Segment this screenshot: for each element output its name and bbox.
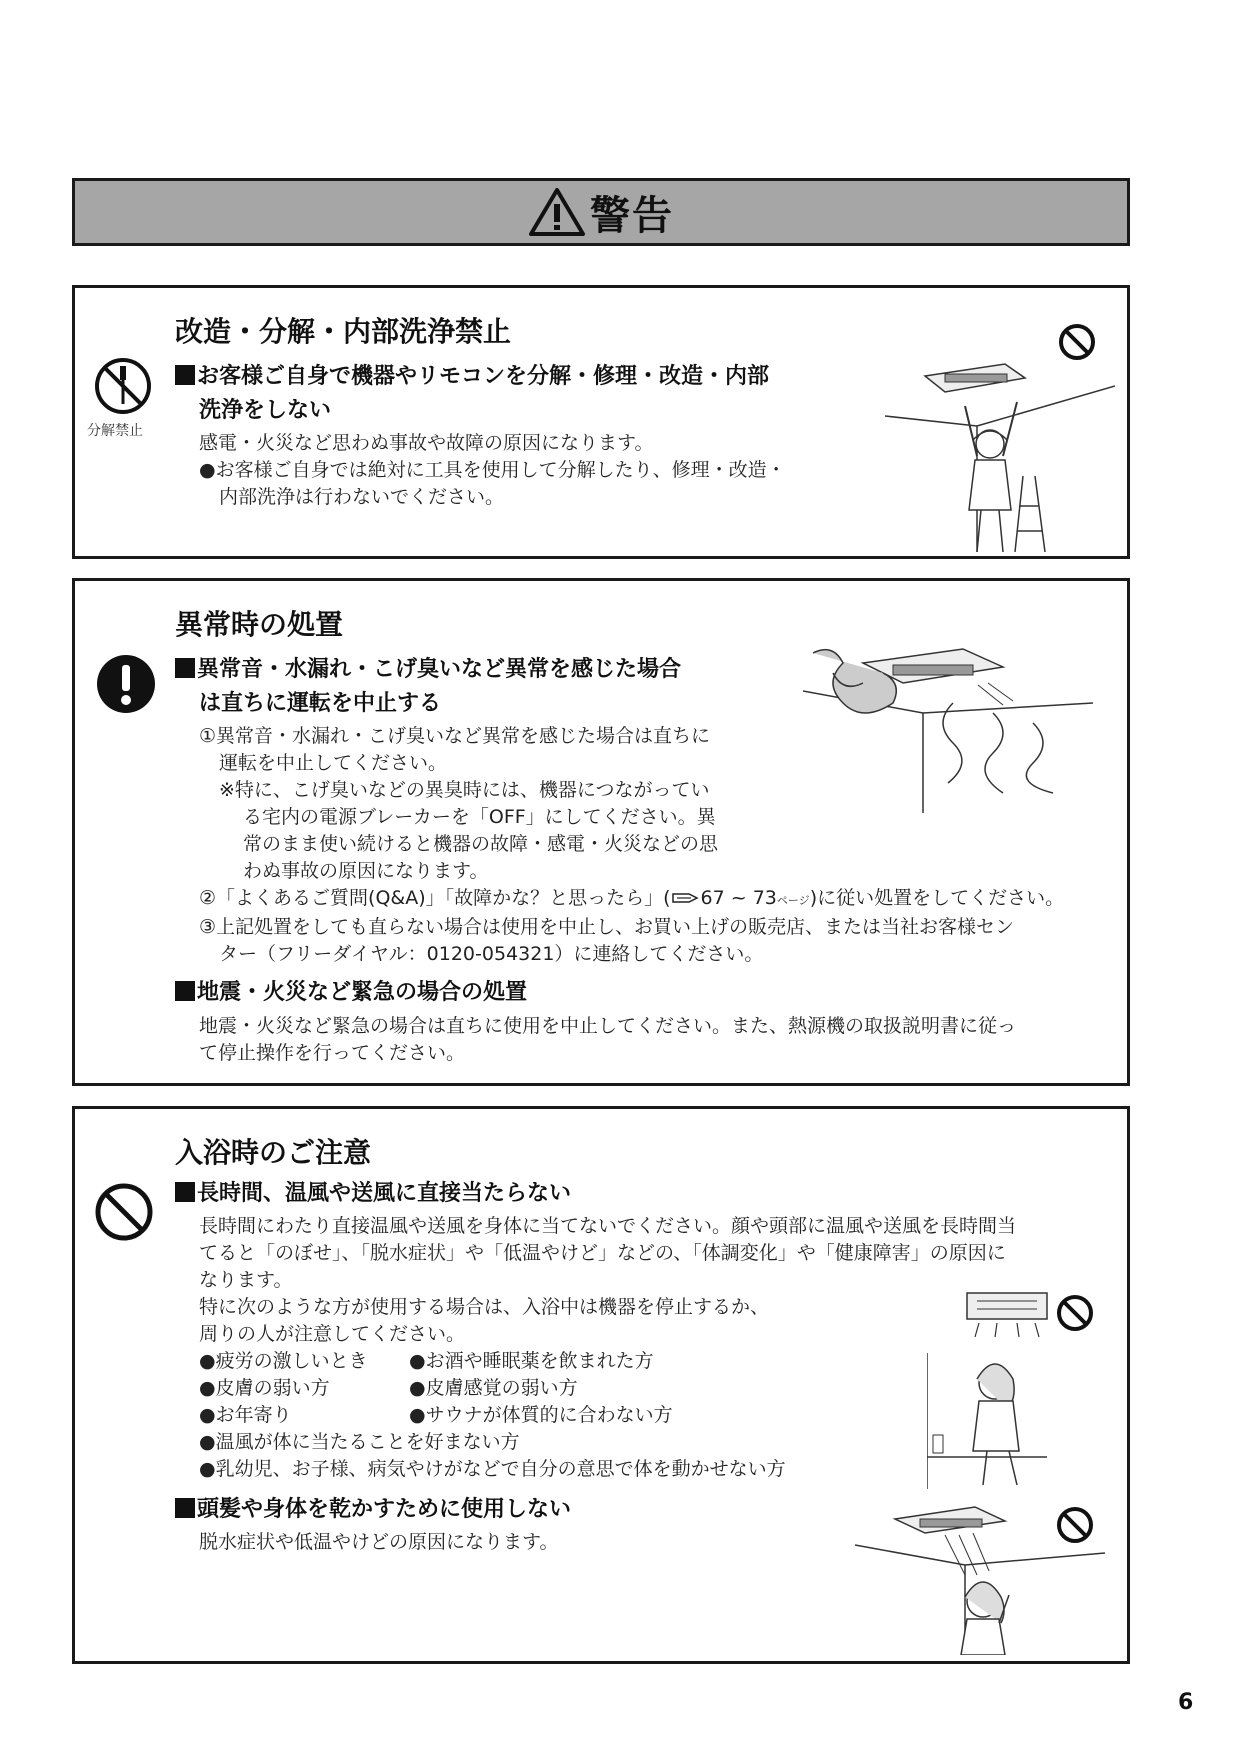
section-no-disassembly <box>72 285 1130 559</box>
numbered-item-cont: 運転を中止してください。 <box>219 752 448 774</box>
banner-title: 警告 <box>590 192 674 239</box>
section-bathing <box>72 1106 1130 1664</box>
subheading-line: は直ちに運転を中止する <box>199 691 442 716</box>
square-bullet-icon <box>175 658 195 678</box>
body-text <box>199 1529 558 1556</box>
pointing-hand-icon <box>671 890 701 906</box>
numbered-item <box>199 885 1064 914</box>
item-text: ②「よくあるご質問(Q&A)」「故障かな？と思ったら」( <box>199 887 671 909</box>
square-bullet-icon <box>175 1498 195 1518</box>
body-line: 感電・火災など思わぬ事故や故障の原因になります。 <box>199 432 654 454</box>
body-line: てると「のぼせ」、「脱水症状」や「低温やけど」などの、「体調変化」や「健康障害」の原因に <box>199 1242 1006 1264</box>
section-title: 異常時の処置 <box>175 608 344 641</box>
body-text <box>199 1213 1016 1483</box>
bullet-line: ●お客様ご自身では絶対に工具を使用して分解したり、修理・改造・ <box>199 459 786 481</box>
body-line: 長時間にわたり直接温風や送風を身体に当てないでください。顔や頭部に温風や送風を長時間当 <box>199 1215 1017 1237</box>
subheading-line: 頭髪や身体を乾かすために使用しない <box>197 1497 572 1522</box>
bullet-item: ●疲労の激しいとき <box>199 1350 368 1372</box>
bullet-columns <box>199 1348 1016 1429</box>
smoke-unit-illustration <box>803 643 1103 823</box>
ladder-person-illustration <box>885 356 1115 552</box>
note-line: わぬ事故の原因になります。 <box>243 860 489 882</box>
body-line: なります。 <box>199 1269 293 1291</box>
section-abnormality <box>72 578 1130 1086</box>
page-reference: 67 ~ 73 <box>700 887 777 909</box>
subheading-line: 洗浄をしない <box>199 398 332 423</box>
bather-illustration <box>927 1289 1127 1489</box>
no-disassembly-icon <box>93 356 153 416</box>
bullet-column-left <box>199 1348 409 1429</box>
bullet-line: 内部洗浄は行わないでください。 <box>219 486 505 508</box>
section-title: 改造・分解・内部洗浄禁止 <box>175 315 512 348</box>
body-text <box>199 430 786 511</box>
warning-banner <box>72 178 1130 246</box>
bullet-item: ●お酒や睡眠薬を飲まれた方 <box>409 1350 654 1372</box>
body-text <box>199 1013 1016 1067</box>
subheading-line: 異常音・水漏れ・こげ臭いなど異常を感じた場合 <box>197 657 682 682</box>
prohibition-icon <box>93 1181 155 1243</box>
subheading-no-drying <box>175 1493 571 1527</box>
mandatory-action-icon <box>95 653 157 715</box>
subheading-no-disassembly <box>175 360 769 428</box>
bullet-item: ●サウナが体質的に合わない方 <box>409 1404 673 1426</box>
bullet-column-right <box>409 1348 673 1429</box>
warning-triangle-icon <box>528 187 586 237</box>
numbered-item: ③上記処置をしても直らない場合は使用を中止し、お買い上げの販売店、または当社お客様セン <box>199 916 1015 938</box>
section-title: 入浴時のご注意 <box>175 1136 372 1169</box>
subheading-line: 長時間、温風や送風に直接当たらない <box>197 1181 572 1206</box>
bullet-item: ●皮膚の弱い方 <box>199 1377 330 1399</box>
square-bullet-icon <box>175 365 195 385</box>
body-line: 周りの人が注意してください。 <box>199 1323 466 1345</box>
page-number: 6 <box>1178 1690 1194 1715</box>
body-line: 特に次のような方が使用する場合は、入浴中は機器を停止するか、 <box>199 1296 770 1318</box>
item-text: )に従い処置をしてください。 <box>809 887 1065 909</box>
note-line: る宅内の電源ブレーカーを「OFF」にしてください。異 <box>243 806 716 828</box>
subheading-line: 地震・火災など緊急の場合の処置 <box>197 980 528 1005</box>
bullet-item: ●お年寄り <box>199 1404 292 1426</box>
note-line: ※特に、こげ臭いなどの異臭時には、機器につながってい <box>219 779 710 801</box>
bullet-item: ●温風が体に当たることを好まない方 <box>199 1431 520 1453</box>
bullet-item: ●皮膚感覚の弱い方 <box>409 1377 578 1399</box>
square-bullet-icon <box>175 981 195 1001</box>
subheading-line: お客様ご自身で機器やリモコンを分解・修理・改造・内部 <box>197 364 770 389</box>
bullet-item: ●乳幼児、お子様、病気やけがなどで自分の意思で体を動かせない方 <box>199 1458 786 1480</box>
subheading-no-direct-wind <box>175 1177 571 1211</box>
prohibition-icon <box>1055 1505 1095 1545</box>
no-disassembly-label: 分解禁止 <box>87 423 143 439</box>
square-bullet-icon <box>175 1182 195 1202</box>
subheading-stop-operation <box>175 653 681 721</box>
page-reference-unit: ページ <box>776 894 810 907</box>
body-line: 脱水症状や低温やけどの原因になります。 <box>199 1531 559 1553</box>
numbered-item-cont: ター（フリーダイヤル：0120-054321）に連絡してください。 <box>219 943 764 965</box>
prohibition-icon <box>1055 1293 1095 1333</box>
numbered-item: ①異常音・水漏れ・こげ臭いなど異常を感じた場合は直ちに <box>199 725 711 747</box>
subheading-emergency <box>175 976 527 1010</box>
body-line: 地震・火災など緊急の場合は直ちに使用を中止してください。また、熱源機の取扱説明書に従っ <box>199 1015 1017 1037</box>
note-line: 常のまま使い続けると機器の故障・感電・火災などの思 <box>243 833 719 855</box>
body-line: て停止操作を行ってください。 <box>199 1042 466 1064</box>
